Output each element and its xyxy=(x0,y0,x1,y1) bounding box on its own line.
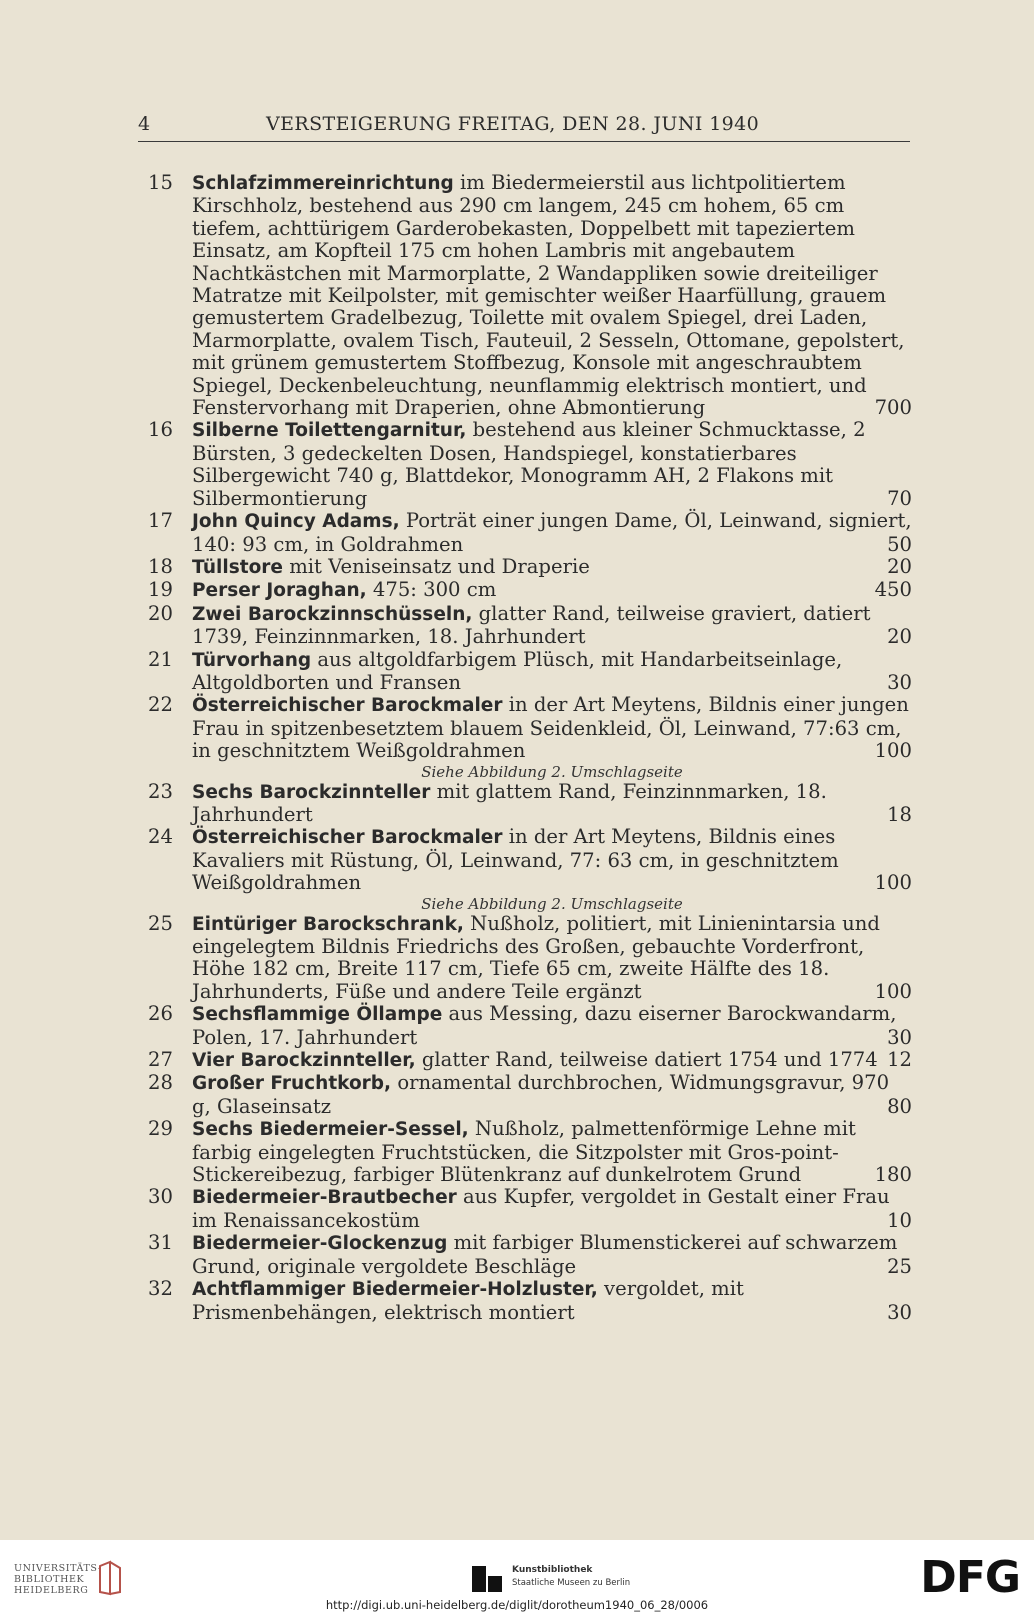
library-name xyxy=(14,1563,102,1596)
lot-description: in der Art Meytens, Bildnis eines Kavaliers mit Rüstung, Öl, Leinwand, 77: 63 cm, in geschnitztem Weißgoldrahmen xyxy=(192,825,839,895)
lot-description: Nußholz, politiert, mit Linienintarsia und eingelegtem Bildnis Friedrichs des Großen, gebauchte Vorderfront, Höhe 182 cm, Breite 117 cm, Tiefe 65 cm, zweite Hälfte des 18. Jahrhunderts, Füße und andere Teile ergänzt xyxy=(192,911,880,1003)
lot-price: 25 xyxy=(887,1254,912,1278)
kunstbibliothek-name xyxy=(512,1564,630,1590)
library-line: UNIVERSITÄTS- xyxy=(14,1563,102,1574)
lot-number: 26 xyxy=(148,1002,173,1026)
footer-bar xyxy=(0,1540,1034,1615)
lot-price: 450 xyxy=(874,578,912,602)
lot-title: Eintüriger Barockschrank, xyxy=(192,913,464,935)
lot-number: 31 xyxy=(148,1231,173,1255)
lot-list xyxy=(140,172,912,1324)
page-number: 4 xyxy=(138,113,151,135)
lot-title: Großer Fruchtkorb, xyxy=(192,1073,392,1095)
lot-price: 700 xyxy=(874,396,912,420)
lot-description: glatter Rand, teilweise graviert, datiert 1739, Feinzinnmarken, 18. Jahrhundert xyxy=(192,601,871,649)
lot-title: Schlafzimmereinrichtung xyxy=(192,173,454,194)
lot-number: 23 xyxy=(148,779,173,803)
kb-subtitle: Staatliche Museen zu Berlin xyxy=(512,1578,631,1588)
lot-number: 29 xyxy=(148,1117,173,1141)
lot-entry xyxy=(140,781,912,827)
lot-title: Sechs Biedermeier-Sessel, xyxy=(192,1119,469,1141)
lot-number: 24 xyxy=(148,825,173,849)
lot-price: 30 xyxy=(887,670,912,694)
lot-description: vergoldet, mit Prismenbehängen, elektrisch montiert xyxy=(192,1277,744,1324)
lot-title: Vier Barockzinnteller, xyxy=(192,1050,416,1072)
lot-price: 100 xyxy=(874,979,912,1003)
lot-description: Nußholz, palmettenförmige Lehne mit farbig eingelegten Fruchtstücken, die Sitzpolster mit Gros-point-Stickereibezug, farbiger Blütenkranz auf dunkelrotem Grund xyxy=(192,1117,856,1187)
lot-description: aus altgoldfarbigem Plüsch, mit Handarbeitseinlage, Altgoldborten und Fransen xyxy=(192,647,843,694)
lot-entry xyxy=(140,694,912,762)
lot-description: in der Art Meytens, Bildnis einer jungen Frau in spitzenbesetztem blauem Seidenkleid, Öl, Leinwand, 77:63 cm, in geschnitztem Weißgoldrahmen xyxy=(192,693,909,763)
lot-entry xyxy=(140,556,912,579)
lot-entry xyxy=(140,1186,912,1232)
lot-title: Tüllstore xyxy=(192,556,283,578)
lot-description: aus Messing, dazu eiserner Barockwandarm, Polen, 17. Jahrhundert xyxy=(192,1002,897,1049)
lot-title: Türvorhang xyxy=(192,649,312,671)
lot-entry xyxy=(140,1118,912,1186)
lot-number: 32 xyxy=(148,1277,173,1301)
university-library-logo-icon xyxy=(96,1558,126,1598)
lot-description: mit glattem Rand, Feinzinnmarken, 18. Jahrhundert xyxy=(192,779,827,826)
lot-price: 30 xyxy=(887,1300,912,1324)
lot-description: aus Kupfer, vergoldet in Gestalt einer Frau im Renaissancekostüm xyxy=(192,1185,890,1232)
kunstbibliothek-logo-icon xyxy=(472,1566,502,1592)
lot-number: 18 xyxy=(148,554,173,578)
lot-title: Biedermeier-Brautbecher xyxy=(192,1187,457,1209)
lot-price: 70 xyxy=(887,486,912,510)
lot-price: 20 xyxy=(887,625,912,649)
lot-entry xyxy=(140,172,912,419)
lot-entry xyxy=(140,510,912,556)
lot-entry xyxy=(140,1003,912,1049)
lot-number: 20 xyxy=(148,601,173,625)
lot-title: Österreichischer Barockmaler xyxy=(192,827,503,849)
lot-title: Perser Joraghan, xyxy=(192,580,367,602)
lot-number: 16 xyxy=(148,418,173,442)
lot-price: 80 xyxy=(887,1094,912,1118)
lot-title: Achtflammiger Biedermeier-Holzluster, xyxy=(192,1279,598,1301)
lot-number: 30 xyxy=(148,1185,173,1209)
lot-price: 20 xyxy=(887,554,912,578)
lot-entry xyxy=(140,603,912,649)
lot-description: im Biedermeierstil aus lichtpolitiertem Kirschholz, bestehend aus 290 cm langem, 245 cm hohem, 65 cm tiefem, achttürigem Garderobekasten, Doppelbett mit tapeziertem Einsatz, am Kopfteil 175 cm hohen Lambris mit angebautem Nachtkästchen mit Marmorplatte, 2 Wandappliken sowie dreiteiliger Matratze mit Keilpolster, mit gemischter weißer Haarfüllung, grauem gemustertem Gradelbezug, Toilette mit ovalem Spiegel, drei Laden, Marmorplatte, ovalem Tisch, Fauteuil, 2 Sesseln, Ottomane, gepolstert, mit grünem gemustertem Stoffbezug, Konsole mit angeschraubtem Spiegel, Deckenbeleuchtung, neunflammig elektrisch montiert, und Fenstervorhang mit Draperien, ohne Abmontierung xyxy=(192,171,905,420)
lot-entry xyxy=(140,1072,912,1118)
lot-title: Österreichischer Barockmaler xyxy=(192,695,503,717)
lot-price: 10 xyxy=(887,1208,912,1232)
lot-entry xyxy=(140,1232,912,1278)
lot-price: 18 xyxy=(887,802,912,826)
lot-number: 27 xyxy=(148,1048,173,1072)
lot-number: 22 xyxy=(148,693,173,717)
lot-description: bestehend aus kleiner Schmucktasse, 2 Bürsten, 3 gedeckelten Dosen, Handspiegel, konstatierbares Silbergewicht 740 g, Blattdekor, Monogramm AH, 2 Flakons mit Silbermontierung xyxy=(192,418,866,510)
lot-price: 30 xyxy=(887,1025,912,1049)
source-url[interactable]: http://digi.ub.uni-heidelberg.de/diglit/dorotheum1940_06_28/0006 xyxy=(325,1598,709,1612)
library-line: BIBLIOTHEK xyxy=(14,1574,85,1585)
lot-entry xyxy=(140,649,912,695)
lot-description: Porträt einer jungen Dame, Öl, Leinwand, signiert, 140: 93 cm, in Goldrahmen xyxy=(192,509,912,556)
lot-number: 28 xyxy=(148,1071,173,1095)
illustration-note: Siehe Abbildung 2. Umschlagseite xyxy=(421,894,683,913)
lot-number: 17 xyxy=(148,509,173,533)
kb-title: Kunstbibliothek xyxy=(512,1565,593,1575)
library-line: HEIDELBERG xyxy=(14,1585,89,1596)
lot-title: Zwei Barockzinnschüsseln, xyxy=(192,603,473,625)
lot-title: Biedermeier-Glockenzug xyxy=(192,1233,448,1255)
lot-description: mit Veniseinsatz und Draperie xyxy=(289,554,590,578)
lot-price: 180 xyxy=(874,1163,912,1187)
lot-title: John Quincy Adams, xyxy=(192,511,400,533)
lot-price: 12 xyxy=(887,1048,912,1072)
page-title: VERSTEIGERUNG FREITAG, DEN 28. JUNI 1940 xyxy=(266,113,760,135)
lot-description: glatter Rand, teilweise datiert 1754 und 1774 xyxy=(421,1048,878,1072)
lot-title: Sechsflammige Öllampe xyxy=(192,1004,443,1026)
lot-number: 21 xyxy=(148,647,173,671)
lot-number: 15 xyxy=(148,171,173,194)
lot-entry xyxy=(140,913,912,1004)
lot-number: 25 xyxy=(148,911,173,935)
running-head xyxy=(138,111,910,142)
lot-price: 50 xyxy=(887,532,912,556)
lot-entry xyxy=(140,419,912,510)
lot-price: 100 xyxy=(874,871,912,895)
illustration-note: Siehe Abbildung 2. Umschlagseite xyxy=(421,762,683,781)
lot-number: 19 xyxy=(148,578,173,602)
lot-title: Silberne Toilettengarnitur, xyxy=(192,420,467,442)
dfg-logo: DFG xyxy=(920,1552,1020,1603)
lot-entry xyxy=(140,579,912,602)
lot-description: mit farbiger Blumenstickerei auf schwarzem Grund, originale vergoldete Beschläge xyxy=(192,1231,898,1278)
lot-description: ornamental durchbrochen, Widmungsgravur, 970 g, Glaseinsatz xyxy=(192,1071,890,1118)
lot-entry xyxy=(140,826,912,894)
lot-description: 475: 300 cm xyxy=(372,578,497,602)
lot-price: 100 xyxy=(874,739,912,763)
lot-entry xyxy=(140,1278,912,1324)
lot-entry xyxy=(140,1049,912,1072)
lot-title: Sechs Barockzinnteller xyxy=(192,781,431,803)
